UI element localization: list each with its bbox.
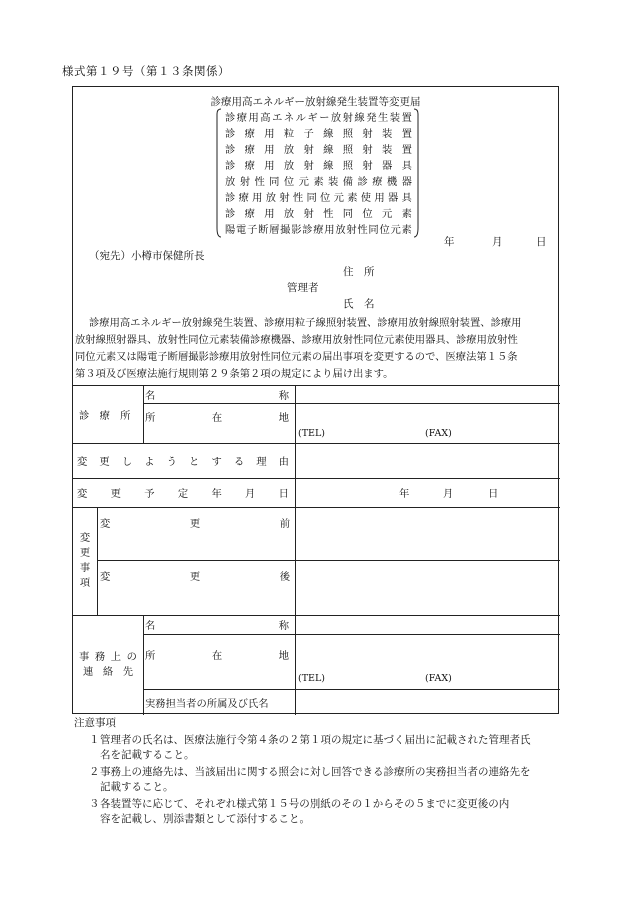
before-change-field[interactable] (297, 507, 559, 560)
right-brace (413, 108, 420, 238)
notes-heading: 注意事項 (74, 717, 116, 729)
statement-line: 同位元素又は陽電子断層撮影診療用放射性同位元素の届出事項を変更するので、医療法第１５条 (75, 351, 518, 363)
clinic-location-label: 所 在 地 (145, 412, 289, 424)
note-item: １ 管理者の氏名は、医療法施行令第４条の２第１項の規定に基づく届出に記載された管理者氏 名を記載すること。 (89, 734, 531, 761)
header-date-year: 年 (444, 236, 455, 248)
contact-location-label: 所 在 地 (145, 650, 289, 662)
statement-line: 診療用高エネルギー放射線発生装置、診療用粒子線照射装置、診療用放射線照射装置、診療用 (89, 317, 522, 329)
notification-statement (75, 315, 556, 383)
device-item: 陽 電 子 断 層 撮 影 診 療 用 放 射 性 同 位 元 素 (225, 224, 412, 236)
submitter-name-label: 氏 名 (343, 298, 375, 310)
planned-date-field[interactable] (297, 478, 559, 507)
statement-line: 第３項及び医療法施行規則第２９条第２項の規定により届け出ます。 (75, 368, 394, 380)
form-number: 様式第１９号（第１３条関係） (62, 64, 230, 78)
form-title: 診療用高エネルギー放射線発生装置等変更届 (210, 96, 421, 108)
clinic-fax-label: (FAX) (425, 428, 452, 439)
after-change-field[interactable] (297, 560, 559, 615)
clinic-name-field[interactable] (297, 385, 559, 403)
planned-date-month: 月 (443, 488, 454, 500)
change-items-label: 変 更 事 項 (79, 532, 91, 589)
left-brace (215, 108, 222, 238)
change-reason-field[interactable] (297, 443, 559, 478)
before-change-label: 変 更 前 (100, 517, 290, 530)
note-item: ３ 各装置等に応じて、それぞれ様式第１５号の別紙のその１からその５までに変更後の内 容を記載し、別添書類として添付すること。 (89, 798, 510, 825)
clinic-label: 診 療 所 (79, 409, 131, 422)
contact-fax-label: (FAX) (425, 673, 452, 684)
planned-date-day: 日 (488, 488, 499, 500)
notification-form (72, 86, 559, 714)
planned-date-year: 年 (399, 488, 410, 500)
submitter-role-label: 管理者 (287, 282, 319, 294)
device-list (215, 108, 420, 238)
contact-name-label: 名 称 (145, 620, 289, 632)
after-change-label: 変 更 後 (100, 570, 290, 583)
clinic-tel-label: (TEL) (298, 428, 325, 439)
header-date-day: 日 (536, 236, 547, 248)
addressee: （宛先）小樽市保健所長 (89, 250, 205, 262)
submitter-address-label: 住 所 (343, 266, 375, 278)
device-item: 診 療 用 放 射 性 同 位 元 素 (225, 208, 412, 220)
header-date-month: 月 (492, 236, 503, 248)
device-item: 診 療 用 放 射 線 照 射 器 具 (225, 160, 412, 172)
planned-date-label: 変 更 予 定 年 月 日 (77, 488, 289, 500)
change-reason-label: 変 更 し よ う と す る 理 由 (77, 456, 289, 468)
clinic-name-label: 名 称 (145, 389, 289, 402)
notes (74, 716, 574, 827)
device-item: 診 療 用 放 射 性 同 位 元 素 使 用 器 具 (225, 192, 412, 204)
device-item: 診 療 用 放 射 線 照 射 装 置 (225, 144, 412, 156)
statement-line: 放射線照射器具、放射性同位元素装備診療機器、診療用放射性同位元素使用器具、診療用放射性 (75, 334, 518, 346)
note-item: ２ 事務上の連絡先は、当該届出に関する照会に対し回答できる診療所の実務担当者の連絡先を 記載すること。 (89, 766, 531, 793)
device-item: 放 射 性 同 位 元 素 装 備 診 療 機 器 (225, 176, 412, 188)
staff-field[interactable] (297, 689, 559, 715)
device-item: 診 療 用 高 エ ネ ル ギ ー 放 射 線 発 生 装 置 (225, 112, 412, 124)
contact-tel-label: (TEL) (298, 673, 325, 684)
contact-name-field[interactable] (297, 615, 559, 634)
device-item: 診 療 用 粒 子 線 照 射 装 置 (225, 128, 412, 140)
contact-label: 事 務 上 の 連 絡 先 (79, 651, 137, 678)
staff-label: 実務担当者の所属及び氏名 (145, 697, 269, 710)
